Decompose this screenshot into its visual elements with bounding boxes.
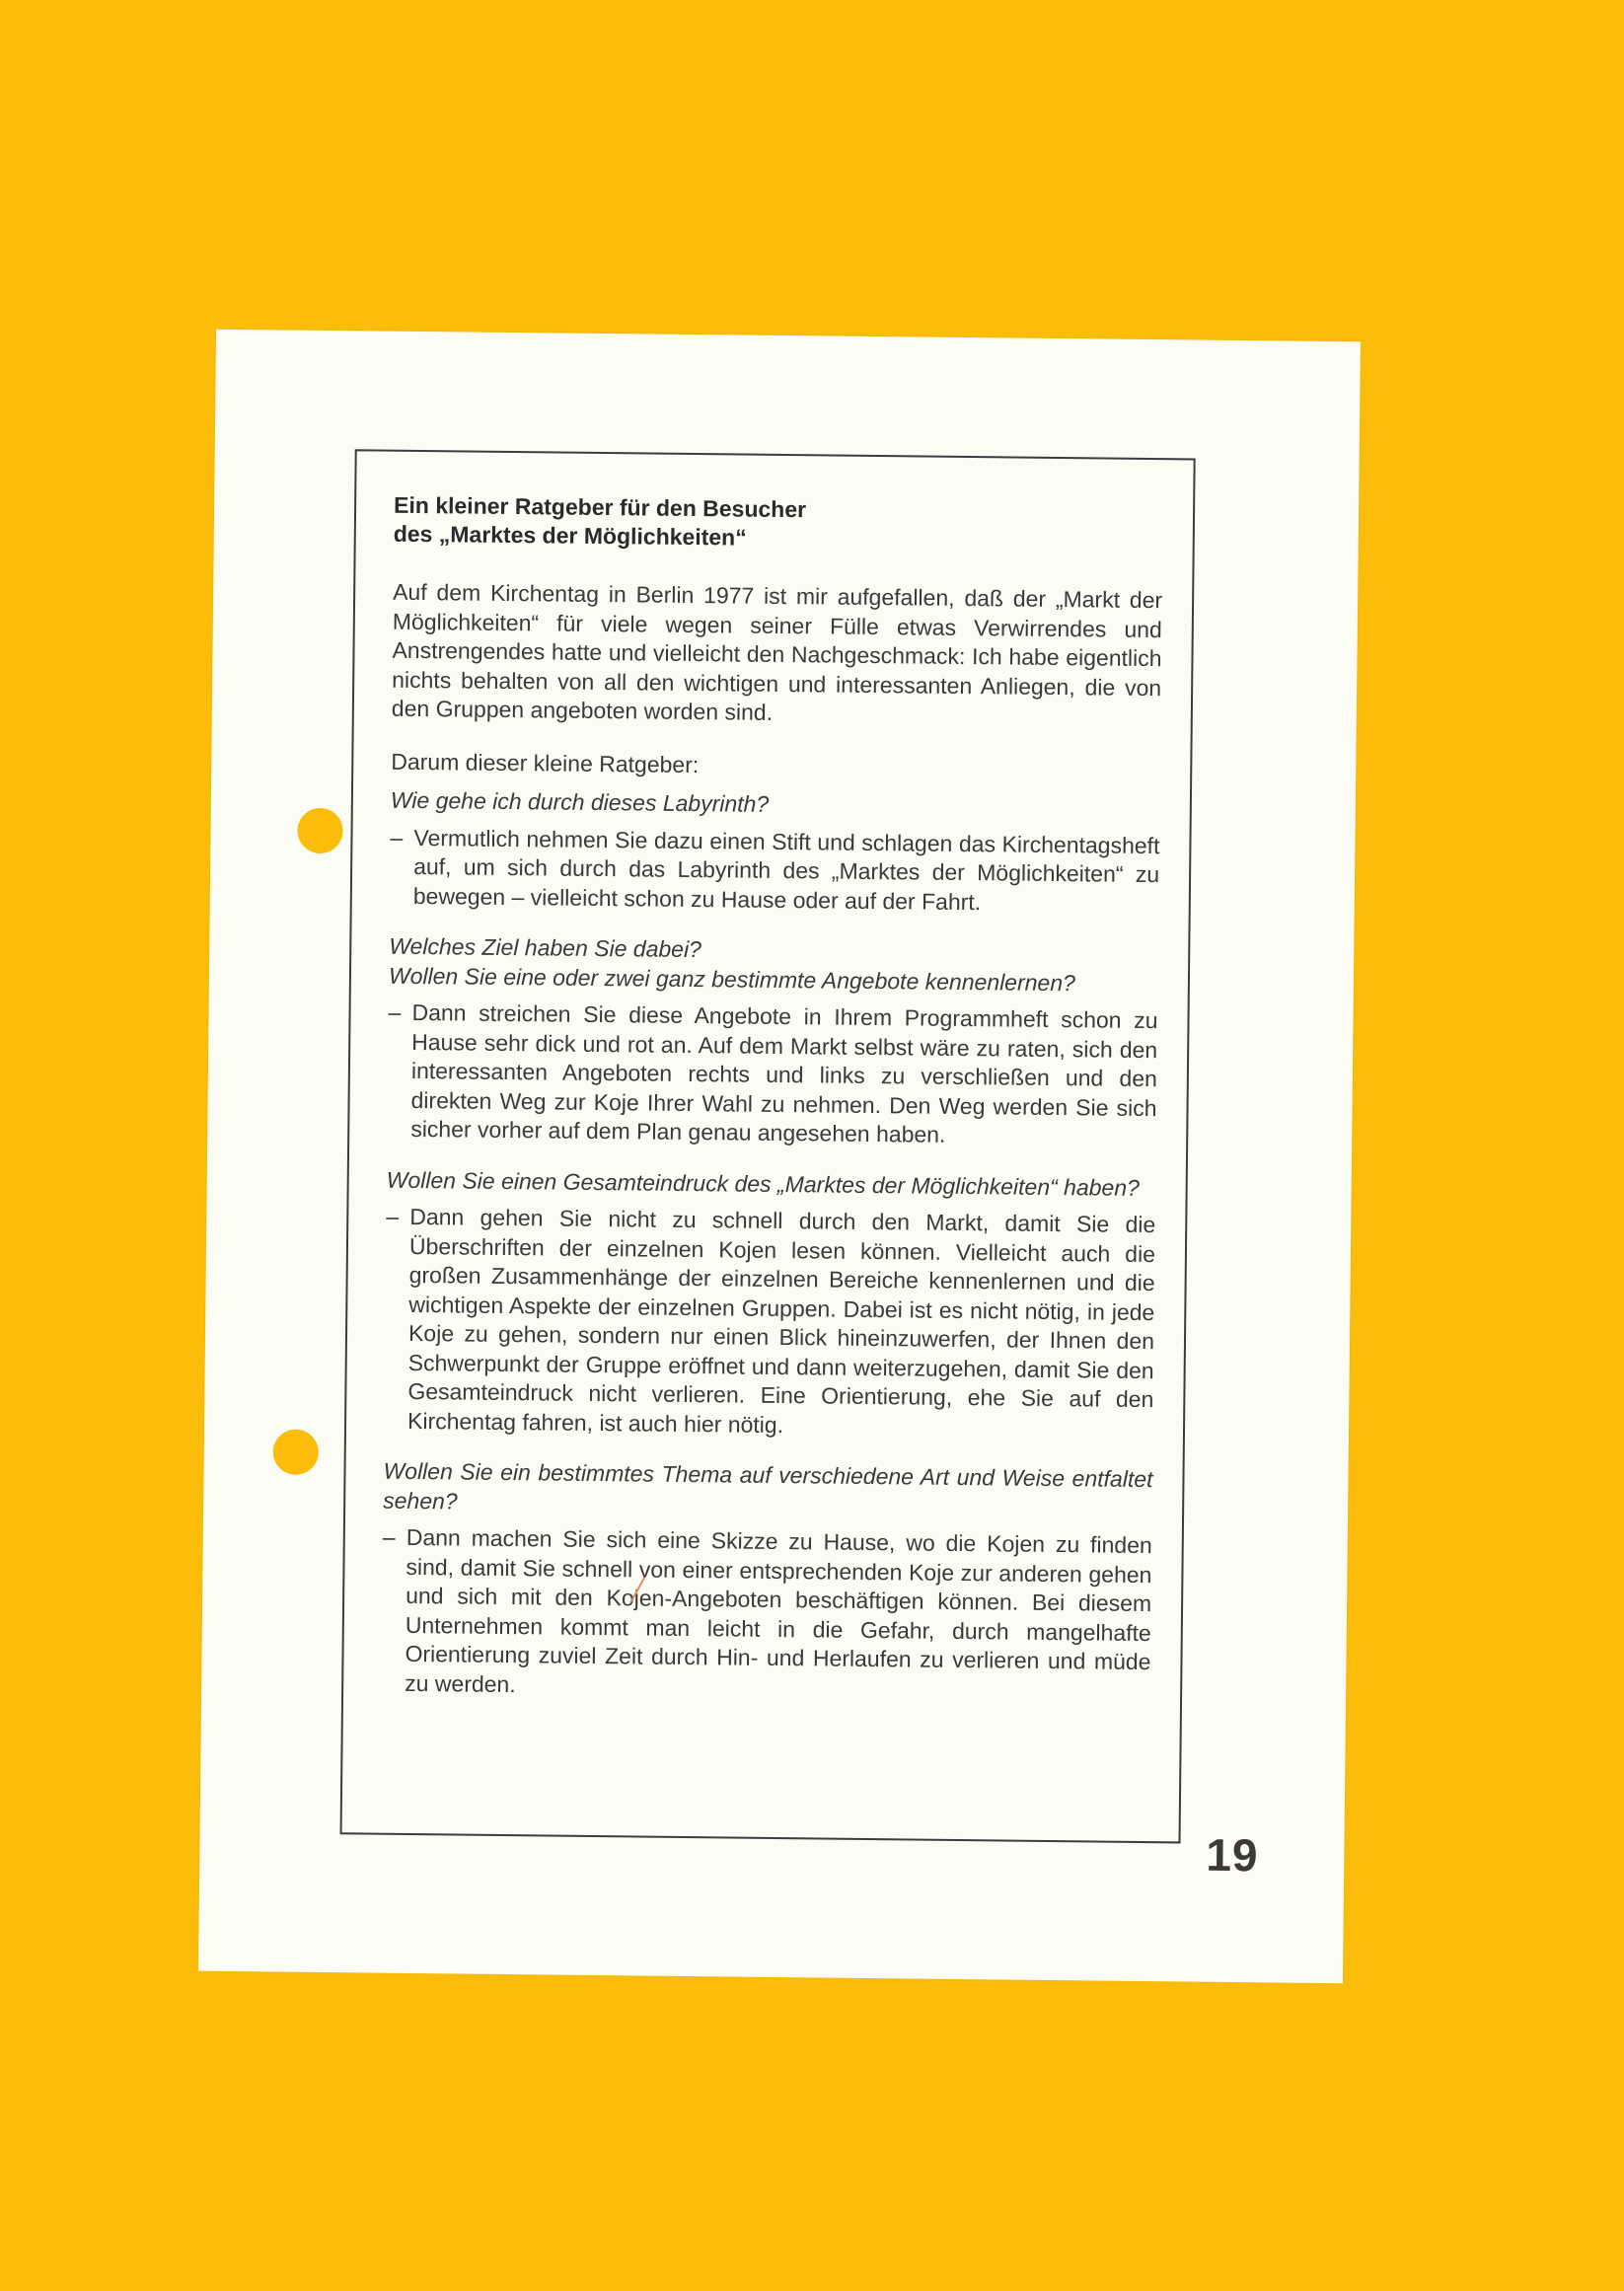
page-number: 19 <box>1206 1828 1259 1882</box>
section-answer <box>390 823 1160 919</box>
article-title <box>394 491 1164 556</box>
answer-text: Dann machen Sie sich eine Skizze zu Hause, wo die Kojen zu finden sind, damit Sie schnell von einer entsprechenden Koje zur anderen gehen und sich mit den Kojen-Angeboten beschäftigen können. Bei diesem Unternehmen kommt man leicht in die Gefahr, durch mangelhafte Orientierung zuviel Zeit durch Hin- und Herlaufen zu verlieren und müde zu werden. <box>405 1523 1152 1697</box>
title-line-1: Ein kleiner Ratgeber für den Besucher <box>393 491 807 523</box>
text-frame <box>340 449 1196 1843</box>
article-content <box>381 491 1163 1728</box>
answer-text: Dann gehen Sie nicht zu schnell durch den Markt, damit Sie die Überschriften der einzelnen Kojen lesen können. Vielleicht auch die großen Zusammenhänge der einzelnen Bereiche kennenlernen und die wichtigen Aspekte der einzelnen Gruppen. Dabei ist es nicht nötig, in jede Koje zu gehen, sondern nur einen Blick hineinzuwerfen, der Ihnen den Schwerpunkt der Gruppe eröffnet und dann weiterzugehen, damit Sie den Gesamteindruck nicht verlieren. Eine Orientierung, ehe Sie auf den Kirchentag fahren, ist auch hier nötig. <box>406 1203 1156 1438</box>
punch-hole <box>297 808 342 853</box>
answer-text: Vermutlich nehmen Sie dazu einen Stift und schlagen das Kirchentagsheft auf, um sich durch das Labyrinth des „Marktes der Möglichkeiten“ zu bewegen – vielleicht schon zu Hause oder auf der Fahrt. <box>412 824 1160 915</box>
section-answer <box>381 1523 1152 1706</box>
section <box>390 786 1160 919</box>
punch-hole <box>272 1429 318 1474</box>
section-question: Wollen Sie eine oder zwei ganz bestimmte Angebote kennenlernen? <box>388 962 1076 996</box>
answer-text: Dann streichen Sie diese Angebote in Ihrem Programmheft schon zu Hause sehr dick und rot an. Auf dem Markt selbst wäre zu raten, sich den interessanten Angeboten rechts und links zu verschließen und den direkten Weg zur Koje Ihrer Wahl zu nehmen. Den Weg werden Sie sich sicher vorher auf dem Plan genau angesehen haben. <box>410 998 1158 1147</box>
dash-bullet: – <box>388 998 402 1025</box>
section-answer <box>387 998 1158 1152</box>
title-line-2: des „Marktes der Möglichkeiten“ <box>393 520 747 551</box>
section-question: Welches Ziel haben Sie dabei? <box>389 932 702 963</box>
dash-bullet: – <box>386 1203 400 1229</box>
dash-bullet: – <box>382 1523 396 1550</box>
section-question: Wollen Sie einen Gesamteindruck des „Marktes der Möglichkeiten“ haben? <box>386 1166 1141 1201</box>
section <box>384 1165 1156 1443</box>
pen-mark <box>627 1575 648 1604</box>
dash-bullet: – <box>390 824 404 850</box>
intro-paragraph: Auf dem Kirchentag in Berlin 1977 ist mir aufgefallen, daß der „Markt der Möglichkeiten“ für viele wegen seiner Fülle etwas Verwirrendes und Anstrengendes hatte und vielleicht den Nachgeschmack: Ich habe eigentlich nichts behalten von all den wichtigen und interessanten Anliegen, die von den Gruppen angeboten worden sind. <box>391 578 1163 725</box>
section <box>381 1457 1153 1706</box>
section-question: Wie gehe ich durch dieses Labyrinth? <box>390 786 770 817</box>
section <box>387 932 1158 1152</box>
lead-in-text: Darum dieser kleine Ratgeber: <box>391 748 700 777</box>
document-page <box>198 330 1361 1983</box>
section-question: Wollen Sie ein bestimmtes Thema auf verschiedene Art und Weise entfaltet sehen? <box>383 1457 1153 1514</box>
section-answer <box>384 1203 1156 1443</box>
